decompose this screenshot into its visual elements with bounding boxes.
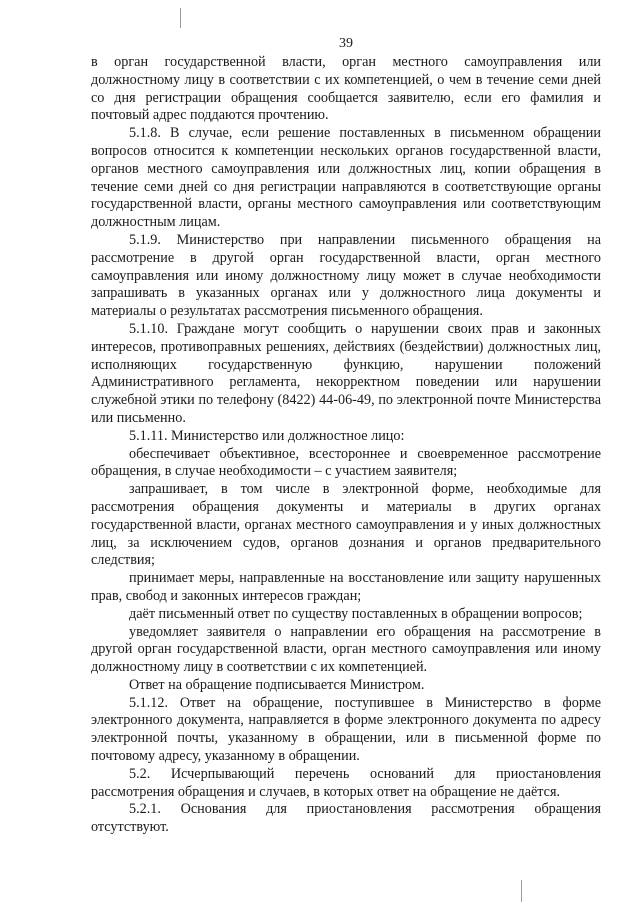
paragraph: 5.1.12. Ответ на обращение, поступившее в Министерство в форме электронного документа, направляется в форме электронного документа по адресу электронной почты, указанному в обращении, или в письменной форме по почтовому адресу, указанному в обращении. [91, 694, 601, 765]
paragraph: обеспечивает объективное, всестороннее и своевременное рассмотрение обращения, в случае необходимости – с участием заявителя; [91, 445, 601, 480]
document-page [91, 34, 601, 837]
paragraph: 5.1.10. Граждане могут сообщить о нарушении своих прав и законных интересов, противоправных решениях, действиях (бездействии) должностных лиц, исполняющих государственную функцию, нарушении положений Административного регламента, некорректном поведении или нарушении служебной этики по телефону (8422) 44-06-49, по электронной почте Министерства или письменно. [91, 320, 601, 426]
paragraph: 5.1.9. Министерство при направлении письменного обращения на рассмотрение в другой орган государственной власти, орган местного самоуправления или иному должностному лицу может в случае необходимости запрашивать в указанных органах или у должностного лица документы и материалы о результатах рассмотрения письменного обращения. [91, 231, 601, 320]
paragraph: 5.2. Исчерпывающий перечень оснований для приостановления рассмотрения обращения и случаев, в которых ответ на обращение не даётся. [91, 765, 601, 800]
page-number: 39 [339, 36, 353, 51]
paragraph: принимает меры, направленные на восстановление или защиту нарушенных прав, свобод и законных интересов граждан; [91, 570, 601, 604]
paragraph: 5.1.11. Министерство или должностное лицо: [129, 427, 405, 444]
scan-mark [521, 880, 522, 902]
paragraph: в орган государственной власти, орган местного самоуправления или должностному лицу в соответствии с их компетенцией, о чем в течение семи дней со дня регистрации обращения сообщается заявителю, если его фамилия и почтовый адрес поддаются прочтению. [91, 54, 601, 124]
paragraph: 5.1.8. В случае, если решение поставленных в письменном обращении вопросов относится к компетенции нескольких органов государственной власти, органов местного самоуправления или должностных лиц, копии обращения в течение семи дней со дня регистрации направляются в соответствующие органы государственной власти, органы местного самоуправления или соответствующим должностным лицам. [91, 125, 601, 231]
paragraph: даёт письменный ответ по существу поставленных в обращении вопросов; [129, 605, 583, 622]
paragraph: Ответ на обращение подписывается Министром. [129, 676, 425, 693]
paragraph: запрашивает, в том числе в электронной форме, необходимые для рассмотрения обращения документы и материалы в других органах государственной власти, органах местного самоуправления и у иных должностных лиц, за исключением судов, органов дознания и органов предварительного следствия; [91, 481, 601, 569]
scan-mark [180, 8, 181, 28]
paragraph: 5.2.1. Основания для приостановления рассмотрения обращения отсутствуют. [91, 801, 601, 836]
paragraph: уведомляет заявителя о направлении его обращения на рассмотрение в другой орган государственной власти, орган местного самоуправления или иному должностному лицу в соответствии с их компетенцией. [91, 623, 601, 676]
